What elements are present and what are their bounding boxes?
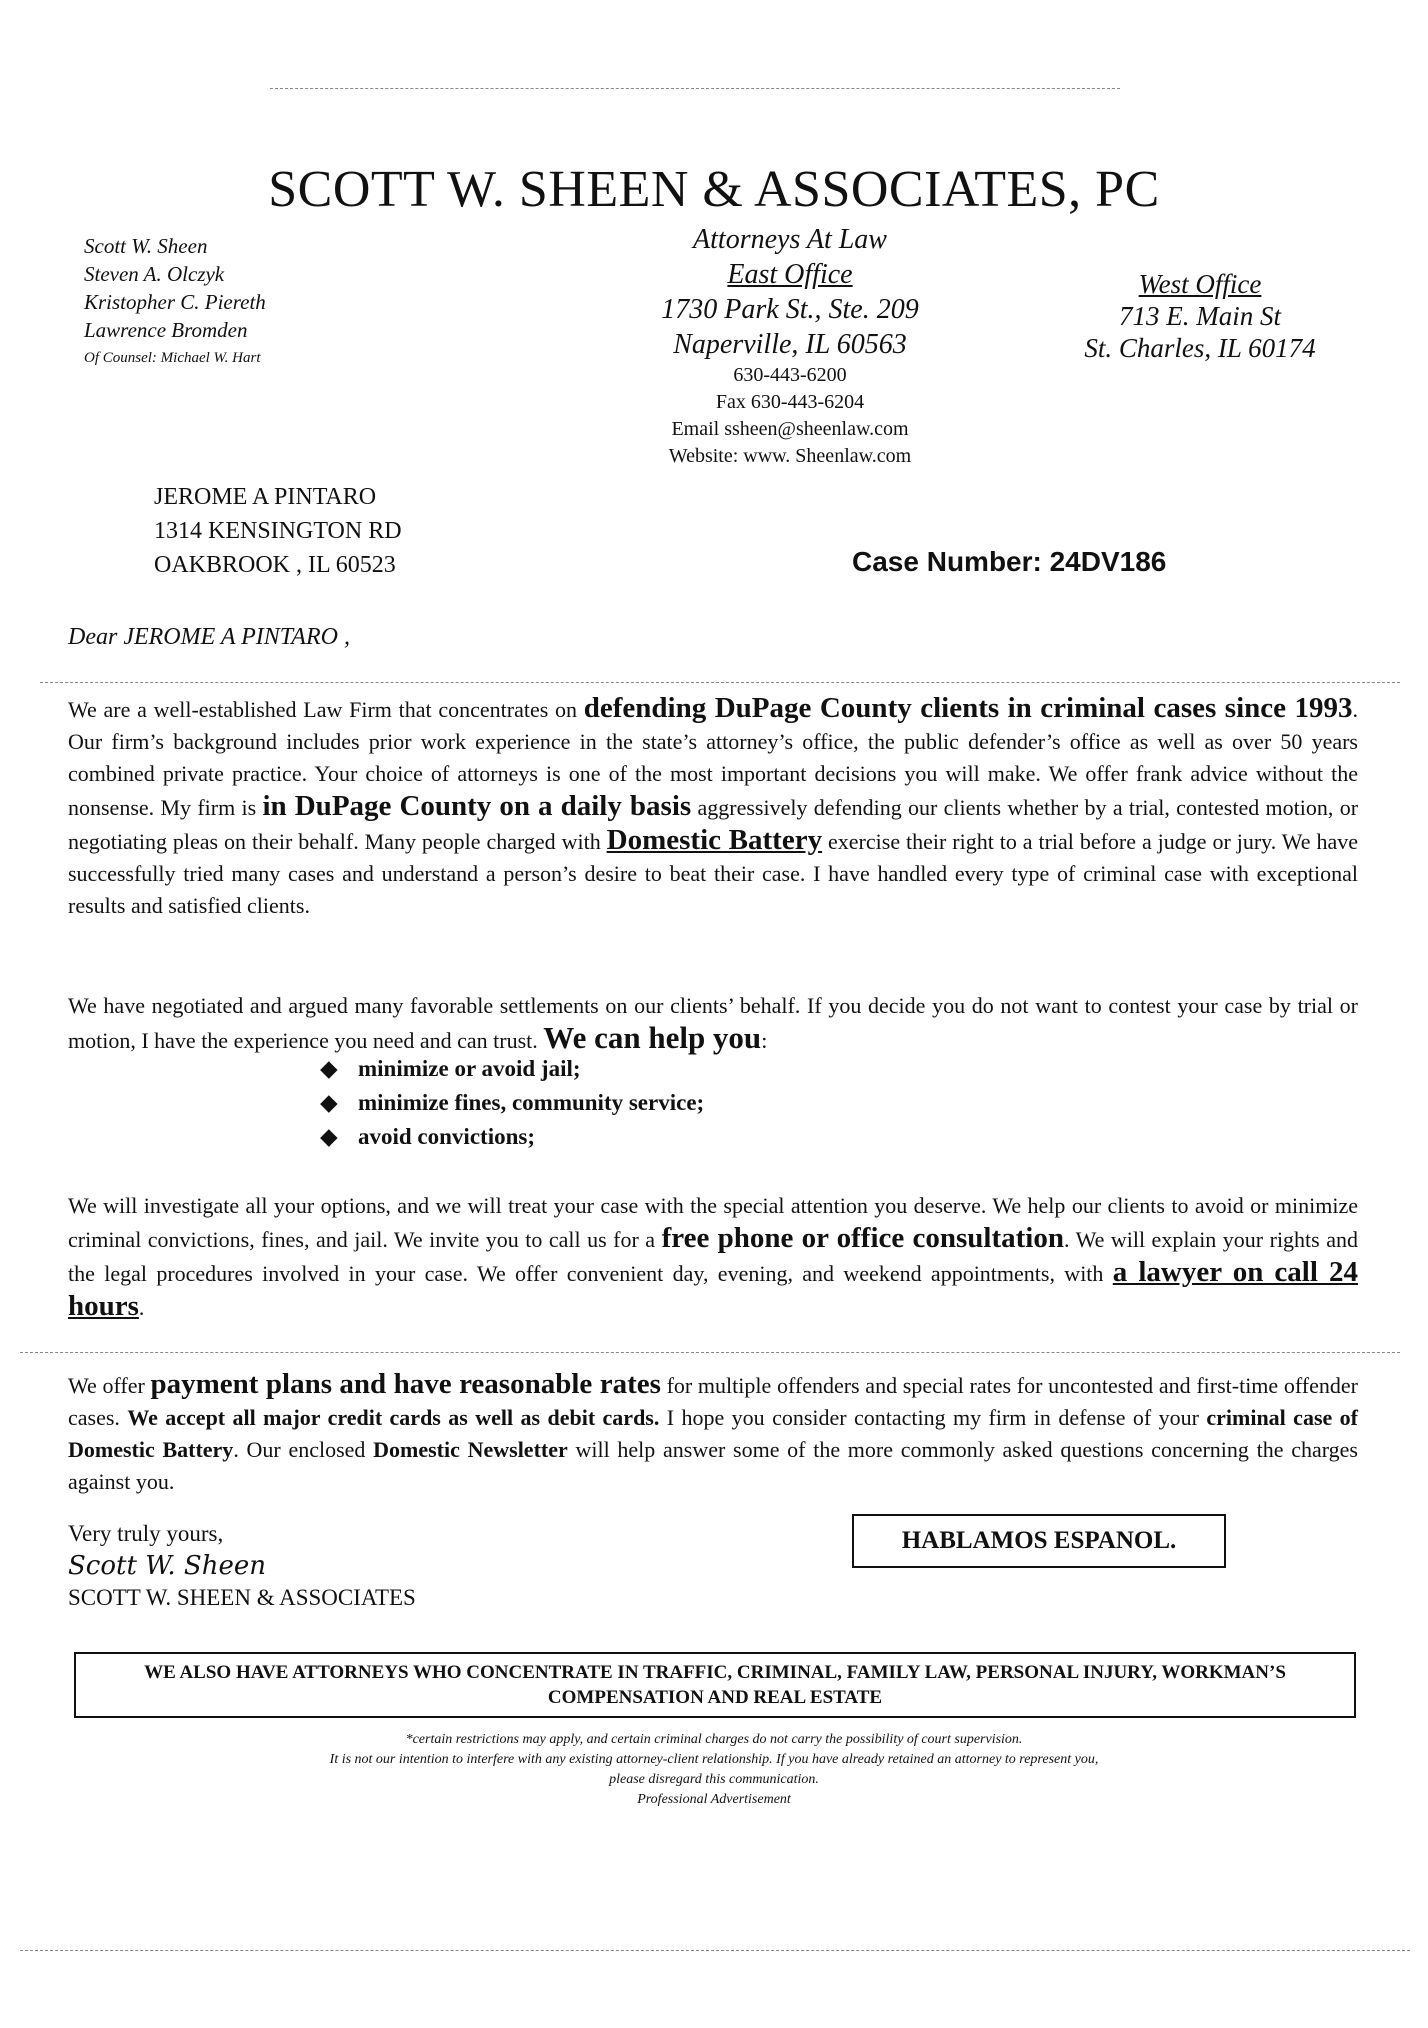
emphasis-text: Domestic Battery bbox=[606, 824, 823, 856]
disclaimer bbox=[0, 1730, 1428, 1810]
scan-artifact-lower bbox=[20, 1352, 1400, 1353]
text-run: . bbox=[138, 1295, 145, 1320]
disclaimer-line: please disregard this communication. bbox=[609, 1772, 819, 1787]
closing-firm-name: SCOTT W. SHEEN & ASSOCIATES bbox=[68, 1585, 416, 1610]
closing-block bbox=[68, 1518, 416, 1614]
disclaimer-line: *certain restrictions may apply, and certain criminal charges do not carry the possibility of court supervision. bbox=[405, 1732, 1023, 1747]
text-run: for multiple offenders and special rates for uncontested and first-time offender cases. bbox=[68, 1373, 1358, 1430]
west-office-label: West Office bbox=[1138, 269, 1262, 299]
recipient-address bbox=[154, 480, 402, 582]
firm-name: SCOTT W. SHEEN & ASSOCIATES, PC bbox=[268, 161, 1160, 218]
west-office-block bbox=[1070, 268, 1330, 364]
case-number: Case Number: 24DV186 bbox=[852, 546, 1167, 577]
text-run: I hope you consider contacting my firm in defense of your bbox=[659, 1405, 1207, 1430]
of-counsel: Of Counsel: Michael W. Hart bbox=[84, 350, 261, 366]
firm-tagline: Attorneys At Law bbox=[693, 224, 887, 255]
text-run: exercise their right to a trial before a judge or jury. We have successfully tried many cases and understand a person’s desire to beat their case. I have handled every type of criminal case with exceptional results and satisfied clients. bbox=[68, 829, 1358, 918]
east-office-phone: 630-443-6200 bbox=[733, 364, 847, 386]
east-office-label: East Office bbox=[727, 259, 853, 290]
text-run: : bbox=[761, 1028, 768, 1053]
disclaimer-line: It is not our intention to interfere with any existing attorney-client relationship. If you have already retained an attorney to represent you, bbox=[329, 1752, 1099, 1767]
recipient-street: 1314 KENSINGTON RD bbox=[154, 518, 402, 544]
partner-name: Steven A. Olczyk bbox=[84, 262, 225, 286]
recipient-city: OAKBROOK , IL 60523 bbox=[154, 552, 396, 578]
text-run: . We will explain your rights and the legal procedures involved in your case. We offer convenient day, evening, and weekend appointments, with bbox=[68, 1227, 1358, 1286]
paragraph-payment bbox=[68, 1368, 1358, 1498]
emphasis-text: payment plans and have reasonable rates bbox=[150, 1368, 661, 1400]
list-item-text: avoid convictions; bbox=[358, 1124, 535, 1149]
list-item-text: minimize fines, community service; bbox=[358, 1090, 705, 1115]
east-office-city: Naperville, IL 60563 bbox=[673, 329, 907, 360]
list-item-text: minimize or avoid jail; bbox=[358, 1056, 581, 1081]
text-run: aggressively defending our clients whether by a trial, contested motion, or negotiating pleas on their behalf. Many people charged with bbox=[68, 795, 1359, 854]
scan-artifact-top bbox=[270, 88, 1120, 89]
partner-name: Lawrence Bromden bbox=[84, 318, 248, 342]
valediction: Very truly yours, bbox=[68, 1521, 224, 1546]
partner-list bbox=[84, 232, 266, 372]
paragraph-investigate bbox=[68, 1190, 1358, 1324]
partner-name: Scott W. Sheen bbox=[84, 234, 208, 258]
east-office-website: Website: www. Sheenlaw.com bbox=[668, 445, 912, 467]
spanish-notice-box: HABLAMOS ESPANOL. bbox=[852, 1514, 1226, 1568]
partner-name: Kristopher C. Piereth bbox=[84, 290, 266, 314]
text-run: . Our enclosed bbox=[233, 1437, 374, 1462]
text-run: We are a well-established Law Firm that concentrates on bbox=[68, 697, 584, 722]
text-run: We have negotiated and argued many favorable settlements on our clients’ behalf. If you decide you do not want to contest your case by trial or motion, I have the experience you need and can trust. bbox=[68, 993, 1358, 1053]
recipient-name: JEROME A PINTARO bbox=[154, 484, 377, 510]
east-office-block bbox=[540, 222, 1040, 470]
west-office-street: 713 E. Main St bbox=[1119, 301, 1281, 331]
emphasis-text: defending DuPage County clients in criminal cases since 1993 bbox=[583, 692, 1353, 724]
text-run: We offer bbox=[68, 1373, 151, 1398]
scan-artifact-mid bbox=[40, 682, 1400, 683]
emphasis-text: We can help you bbox=[543, 1020, 762, 1055]
west-office-city: St. Charles, IL 60174 bbox=[1084, 333, 1316, 363]
help-list bbox=[320, 1052, 704, 1154]
emphasis-text: criminal case of Domestic Battery bbox=[68, 1405, 1359, 1462]
paragraph-settlements bbox=[68, 990, 1358, 1057]
list-item bbox=[320, 1120, 704, 1154]
east-office-fax: Fax 630-443-6204 bbox=[715, 391, 865, 413]
practice-areas-box: WE ALSO HAVE ATTORNEYS WHO CONCENTRATE IN TRAFFIC, CRIMINAL, FAMILY LAW, PERSONAL INJURY, WORKMAN’S COMPENSATION AND REAL ESTATE bbox=[74, 1652, 1356, 1718]
emphasis-text: Domestic Newsletter bbox=[373, 1437, 568, 1462]
text-run: We will investigate all your options, and we will treat your case with the special attention you deserve. We help our clients to avoid or minimize criminal convictions, fines, and jail. We invite you to call us for a bbox=[68, 1193, 1358, 1252]
scan-artifact-bottom bbox=[20, 1950, 1410, 1951]
east-office-email: Email ssheen@sheenlaw.com bbox=[671, 418, 909, 440]
disclaimer-line: Professional Advertisement bbox=[637, 1792, 791, 1807]
signature: Scott W. Sheen bbox=[68, 1551, 266, 1581]
emphasis-text: We accept all major credit cards as well as debit cards. bbox=[127, 1405, 660, 1430]
emphasis-text: in DuPage County on a daily basis bbox=[262, 790, 692, 822]
list-item bbox=[320, 1086, 704, 1120]
list-item bbox=[320, 1052, 704, 1086]
emphasis-text: free phone or office consultation bbox=[661, 1222, 1064, 1254]
diamond-bullet-icon: ◆ bbox=[320, 1056, 338, 1081]
diamond-bullet-icon: ◆ bbox=[320, 1090, 338, 1115]
text-run: will help answer some of the more commonly asked questions concerning the charges against you. bbox=[68, 1437, 1358, 1494]
east-office-street: 1730 Park St., Ste. 209 bbox=[661, 294, 919, 325]
paragraph-intro bbox=[68, 692, 1358, 922]
diamond-bullet-icon: ◆ bbox=[320, 1124, 338, 1149]
emphasis-text: a lawyer on call 24 hours bbox=[68, 1256, 1358, 1322]
text-run: . Our firm’s background includes prior work experience in the state’s attorney’s office, the public defender’s office as well as over 50 years combined private practice. Your choice of attorneys is one of the most important decisions you will make. We offer frank advice without the nonsense. My firm is bbox=[68, 697, 1358, 820]
salutation: Dear JEROME A PINTARO , bbox=[68, 624, 350, 650]
